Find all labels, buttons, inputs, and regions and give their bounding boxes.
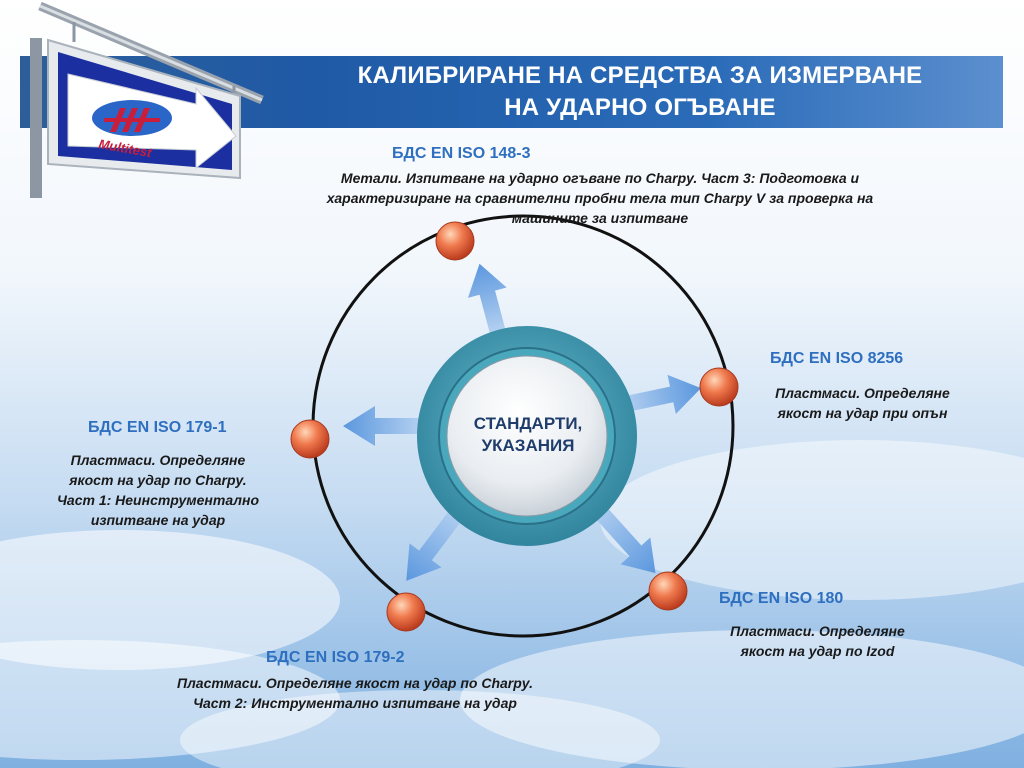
node-bottom-right [649, 572, 687, 610]
desc-line: якост на удар по Charpy. [69, 472, 247, 488]
standard-code-iso-179-2: БДС EN ISO 179-2 [266, 649, 405, 666]
desc-line: якост на удар при опън [777, 405, 948, 421]
node-left [291, 420, 329, 458]
logo-text: Multitest [97, 136, 153, 161]
standard-code-iso-148-3: БДС EN ISO 148-3 [392, 145, 531, 162]
standard-desc-iso-148-3 [240, 168, 960, 228]
desc-line: якост на удар по Izod [740, 643, 895, 659]
node-right [700, 368, 738, 406]
standard-desc-iso-8256 [740, 383, 985, 423]
standard-desc-iso-180 [690, 621, 945, 661]
desc-line: машините за изпитване [511, 210, 689, 226]
desc-line: характеризиране на сравнителни пробни тела тип Charpy V за проверка на [326, 190, 874, 206]
desc-line: Метали. Изпитване на ударно огъване по Charpy. Част 3: Подготовка и [340, 170, 860, 186]
title-line-1: КАЛИБРИРАНЕ НА СРЕДСТВА ЗА ИЗМЕРВАНЕ [357, 62, 923, 89]
desc-line: изпитване на удар [90, 512, 226, 528]
desc-line: Пластмаси. Определяне [730, 623, 905, 639]
standard-code-iso-8256: БДС EN ISO 8256 [770, 350, 904, 367]
standard-code-iso-180: БДС EN ISO 180 [719, 590, 844, 607]
node-bottom-left [387, 593, 425, 631]
center-label-line-2: УКАЗАНИЯ [481, 436, 575, 455]
desc-line: Пластмаси. Определяне якост на удар по Charpy. [177, 675, 533, 691]
standard-desc-iso-179-2 [110, 673, 600, 713]
standard-desc-iso-179-1 [20, 450, 296, 530]
center-label-line-1: СТАНДАРТИ, [473, 414, 583, 433]
center-label [441, 413, 615, 457]
desc-line: Част 2: Инструментално изпитване на удар [193, 695, 517, 711]
standard-code-iso-179-1: БДС EN ISO 179-1 [88, 419, 227, 436]
desc-line: Част 1: Неинструментално [57, 492, 259, 508]
title-line-2: НА УДАРНО ОГЪВАНЕ [504, 94, 776, 121]
desc-line: Пластмаси. Определяне [70, 452, 246, 468]
desc-line: Пластмаси. Определяне [775, 385, 950, 401]
